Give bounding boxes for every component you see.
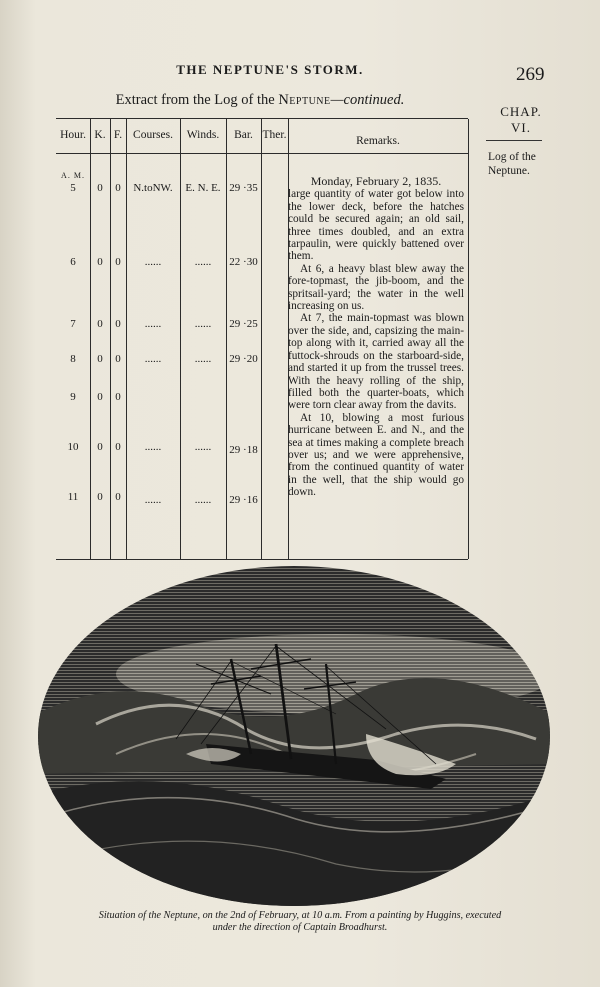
extract-title-prefix: Extract from the Log of the: [115, 92, 279, 108]
cell-wind: E. N. E.: [185, 182, 221, 194]
cell-hour: 10: [67, 441, 79, 453]
cell-wind: ......: [194, 318, 212, 330]
cell-course: ......: [144, 256, 162, 268]
cell-f: 0: [115, 318, 121, 330]
cell-hour: 7: [70, 318, 76, 330]
cell-k: 0: [97, 491, 103, 503]
cell-course: ......: [144, 353, 162, 365]
remarks-paragraph: At 10, blowing a most furious hurricane between E. and N., and the sea at times making a complete breach over us; and we were apprehensive, from the continued quantity of water in the well, that the ship would go down.: [288, 411, 464, 499]
extract-title: [70, 92, 450, 109]
cell-k: 0: [97, 441, 103, 453]
cell-bar: 29 ·20: [229, 353, 258, 365]
cell-f: 0: [115, 491, 121, 503]
cell-hour: 8: [70, 353, 76, 365]
am-label: A. M.: [61, 171, 85, 180]
cell-wind: ......: [194, 256, 212, 268]
header-bar: Bar.: [234, 129, 253, 141]
remarks-paragraph: At 6, a heavy blast blew away the fore-topmast, the jib-boom, and the spritsail-yard; the water in the well increasing on us.: [288, 262, 464, 313]
caption-line: Situation of the Neptune, on the 2nd of February, at 10 a.m. From a painting by Huggins, executed: [98, 910, 502, 921]
extract-title-ship: Neptune: [278, 92, 331, 108]
cell-k: 0: [97, 256, 103, 268]
cell-hour: 11: [67, 491, 79, 503]
header-ther: Ther.: [262, 129, 287, 141]
side-chap-word: CHAP.: [500, 104, 542, 119]
remarks-paragraph: At 7, the main-topmast was blown over the side, and, capsizing the main-top along with it, carried away all the futtock-shrouds on the starboard-side, and started it up from the trussel trees. With the heavy rolling of the ship, filled both the quarter-boats, which were torn clear away from the davits.: [288, 312, 464, 412]
cell-course: ......: [144, 441, 162, 453]
cell-bar: 29 ·25: [229, 318, 258, 330]
cell-course: ......: [144, 494, 162, 506]
header-rule: [56, 153, 468, 154]
header-f: F.: [113, 129, 123, 141]
cell-k: 0: [97, 391, 103, 403]
header-k: K.: [94, 129, 106, 141]
running-head: THE NEPTUNE'S STORM.: [176, 62, 364, 77]
storm-ship-engraving: [36, 564, 552, 909]
remarks-date: Monday, February 2, 1835.: [310, 174, 442, 188]
cell-k: 0: [97, 318, 103, 330]
illustration-caption: [30, 910, 570, 934]
cell-bar: 22 ·30: [229, 256, 258, 268]
remarks-text: [288, 175, 464, 499]
side-chap-number: VI.: [511, 120, 531, 135]
extract-title-suffix: —continued.: [330, 92, 405, 108]
caption-line: under the direction of Captain Broadhurst.: [212, 922, 388, 933]
cell-wind: ......: [194, 353, 212, 365]
cell-f: 0: [115, 353, 121, 365]
cell-bar: 29 ·18: [229, 444, 258, 456]
cell-wind: ......: [194, 494, 212, 506]
side-divider: [486, 140, 542, 141]
cell-f: 0: [115, 256, 121, 268]
cell-wind: ......: [194, 441, 212, 453]
cell-k: 0: [97, 353, 103, 365]
cell-f: 0: [115, 391, 121, 403]
header-hour: Hour.: [60, 129, 86, 141]
side-note: Log of the Neptune.: [488, 151, 536, 177]
cell-course: ......: [144, 318, 162, 330]
cell-f: 0: [115, 182, 121, 194]
cell-k: 0: [97, 182, 103, 194]
cell-course: N.toNW.: [133, 182, 173, 194]
remarks-paragraph: large quantity of water got below into the lower deck, before the hatches could be secured again; an old sail, three times doubled, and an extra tarpaulin, were quickly battened over them.: [288, 188, 464, 263]
table-right-border: [468, 119, 469, 559]
header-remarks: Remarks.: [356, 135, 400, 147]
column-divider: [261, 119, 262, 559]
log-table: [56, 118, 468, 560]
cell-bar: 29 ·35: [229, 182, 258, 194]
cell-hour: 6: [70, 256, 76, 268]
page-number: 269: [516, 64, 545, 85]
cell-hour: 5: [70, 182, 76, 194]
cell-hour: 9: [70, 391, 76, 403]
side-chapter-label: [488, 104, 554, 136]
cell-bar: 29 ·16: [229, 494, 258, 506]
header-courses: Courses.: [133, 129, 173, 141]
header-winds: Winds.: [186, 129, 220, 141]
cell-f: 0: [115, 441, 121, 453]
